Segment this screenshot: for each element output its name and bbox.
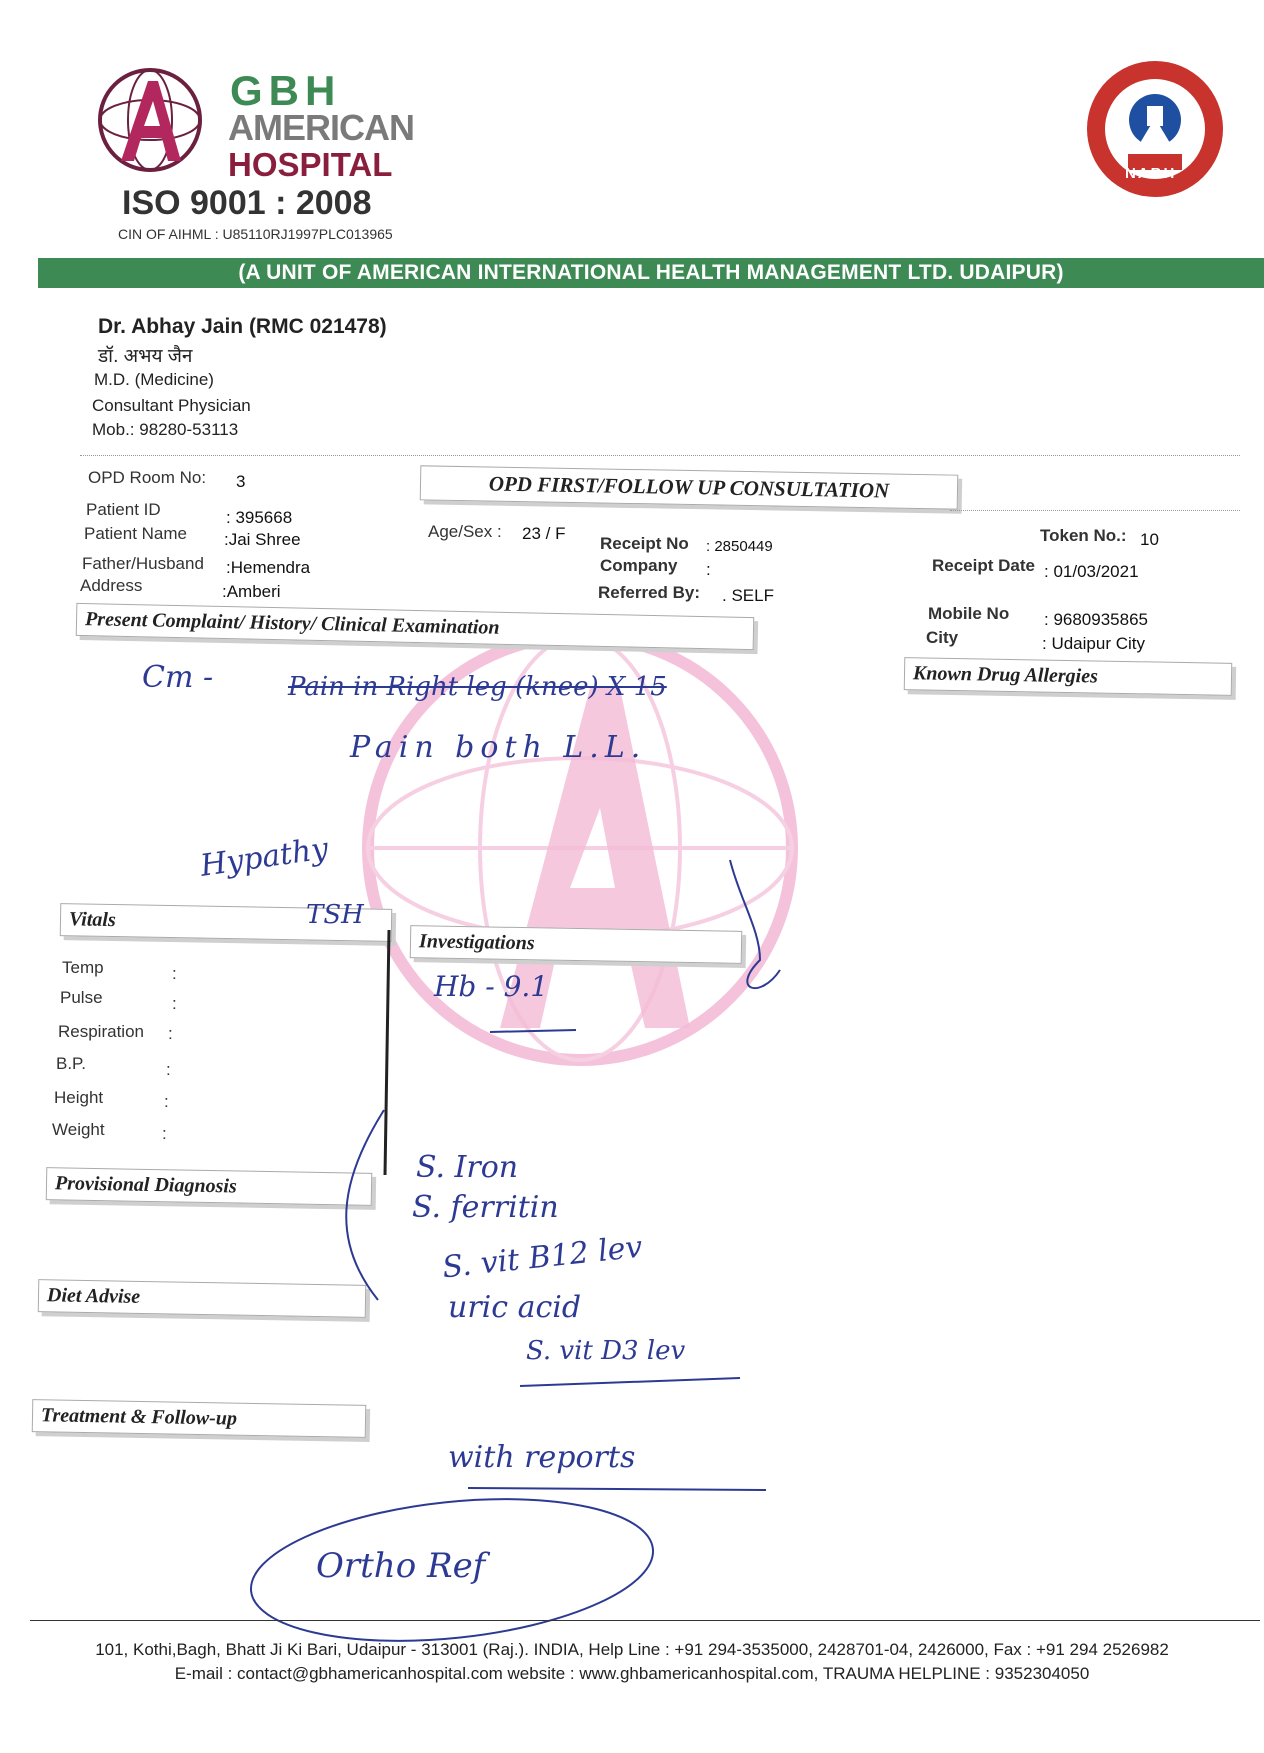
handwritten-b12: S. vit B12 lev — [440, 1229, 645, 1286]
opd-room-value: 3 — [236, 472, 246, 491]
doctor-name: Dr. Abhay Jain (RMC 021478) — [98, 315, 387, 338]
receipt-date-value: : 01/03/2021 — [1044, 562, 1139, 581]
hospital-logo-icon — [96, 66, 204, 174]
handwritten-cm: Cm - — [142, 660, 214, 695]
section-complaint: Present Complaint/ History/ Clinical Examination — [76, 603, 755, 650]
agesex-value: 23 / F — [522, 524, 566, 543]
opd-room-label: OPD Room No: — [88, 468, 207, 487]
address-value: :Amberi — [222, 582, 281, 601]
vital-respiration-label: Respiration — [58, 1022, 144, 1041]
brand-hospital: HOSPITAL — [228, 146, 393, 183]
referred-label: Referred By: — [598, 583, 701, 602]
handwritten-ferritin: S. ferritin — [412, 1190, 559, 1225]
patient-id-label: Patient ID — [86, 500, 161, 519]
doctor-mobile: Mob.: 98280-53113 — [92, 420, 239, 439]
receipt-no-label: Receipt No — [600, 534, 689, 553]
handwritten-ortho-ref: Ortho Ref — [316, 1546, 486, 1586]
handwritten-reports: with reports — [448, 1440, 636, 1475]
brand-american: AMERICAN — [228, 107, 414, 148]
referred-value: . SELF — [722, 586, 774, 605]
handwritten-hb: Hb - 9.1 — [434, 970, 549, 1003]
mobile-label: Mobile No — [928, 604, 1010, 623]
doctor-name-hindi: डॉ. अभय जैन — [98, 346, 193, 367]
section-diet-advise: Diet Advise — [38, 1279, 367, 1318]
nabh-label: NABH — [1125, 165, 1177, 182]
section-allergies: Known Drug Allergies — [904, 657, 1233, 696]
unit-banner: (A UNIT OF AMERICAN INTERNATIONAL HEALTH MANAGEMENT LTD. UDAIPUR) — [38, 258, 1264, 288]
receipt-date-label: Receipt Date — [932, 556, 1035, 575]
agesex-label: Age/Sex : — [428, 522, 502, 541]
vital-sep: : — [162, 1124, 167, 1143]
token-label: Token No.: — [1040, 526, 1127, 545]
form-title: OPD FIRST/FOLLOW UP CONSULTATION — [420, 465, 959, 509]
handwritten-iron: S. Iron — [416, 1150, 519, 1185]
receipt-no-value: : 2850449 — [706, 538, 773, 555]
handwritten-d3: S. vit D3 lev — [526, 1336, 686, 1366]
address-label: Address — [80, 576, 143, 595]
patient-id-value: : 395668 — [226, 508, 293, 527]
vital-temp-label: Temp — [62, 958, 104, 977]
company-label: Company — [600, 556, 678, 575]
cin-text: CIN OF AIHML : U85110RJ1997PLC013965 — [118, 226, 393, 242]
vital-sep: : — [172, 994, 177, 1013]
vital-sep: : — [166, 1060, 171, 1079]
footer-address: 101, Kothi,Bagh, Bhatt Ji Ki Bari, Udaipur - 313001 (Raj.). INDIA, Help Line : +91 294-3535000, 2428701-04, 2426000, Fax : +91 294 2526982 — [95, 1640, 1169, 1659]
handwritten-complaint: Pain both L.L. — [350, 730, 647, 765]
patient-name-label: Patient Name — [84, 524, 187, 543]
handwritten-uric-acid: uric acid — [448, 1290, 582, 1325]
doctor-degree: M.D. (Medicine) — [94, 370, 214, 389]
mobile-value: : 9680935865 — [1044, 610, 1148, 629]
doctor-title: Consultant Physician — [92, 396, 251, 415]
vital-bp-label: B.P. — [56, 1054, 86, 1073]
vital-sep: : — [164, 1092, 169, 1111]
city-label: City — [926, 628, 959, 647]
section-vitals: Vitals — [60, 903, 393, 942]
vital-weight-label: Weight — [52, 1120, 105, 1139]
vital-pulse-label: Pulse — [60, 988, 103, 1007]
handwritten-tsh: TSH — [306, 900, 364, 930]
company-value: : — [706, 560, 711, 579]
section-provisional-diagnosis: Provisional Diagnosis — [46, 1167, 373, 1206]
city-value: : Udaipur City — [1042, 634, 1145, 653]
vital-sep: : — [168, 1024, 173, 1043]
vital-sep: : — [172, 964, 177, 983]
section-investigations: Investigations — [410, 925, 743, 964]
patient-name-value: :Jai Shree — [224, 530, 301, 549]
father-value: :Hemendra — [226, 558, 311, 577]
footer-rule — [30, 1620, 1260, 1621]
divider — [950, 510, 1240, 511]
divider — [80, 455, 1240, 456]
section-treatment: Treatment & Follow-up — [32, 1399, 367, 1438]
handwritten-struck-complaint: Pain in Right leg (knee) X 15 — [288, 672, 667, 702]
father-label: Father/Husband — [82, 554, 204, 573]
token-value: 10 — [1140, 530, 1159, 549]
iso-text: ISO 9001 : 2008 — [122, 184, 372, 222]
handwritten-hypathy: Hypathy — [198, 831, 331, 884]
footer-contact: E-mail : contact@gbhamericanhospital.com website : www.ghbamericanhospital.com, TRAUMA HELPLINE : 9352304050 — [174, 1664, 1090, 1683]
brand-gbh: GBH — [230, 67, 342, 114]
vital-height-label: Height — [54, 1088, 104, 1107]
